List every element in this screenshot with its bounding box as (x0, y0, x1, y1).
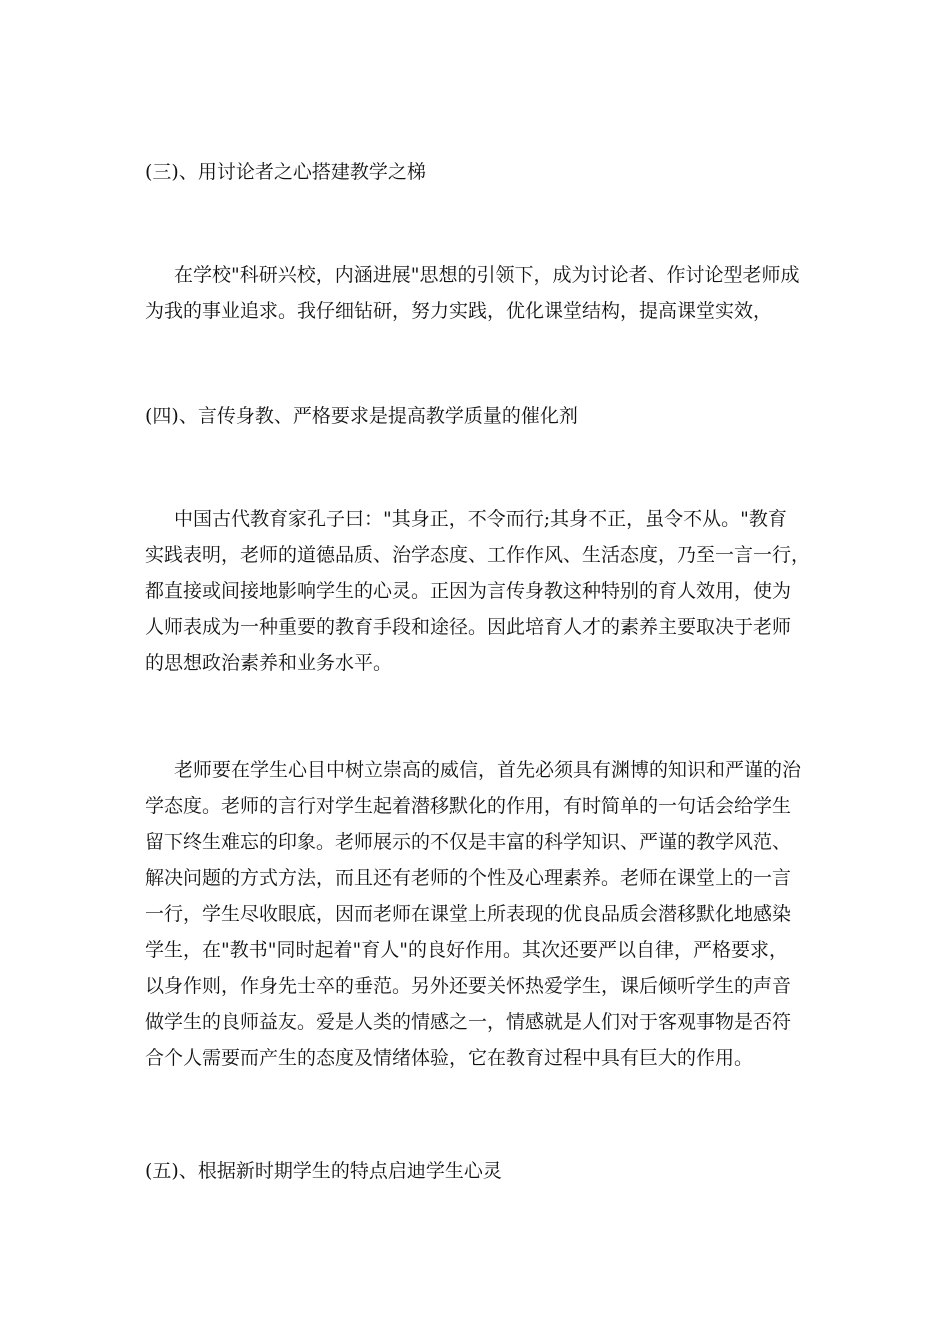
paragraph-line: 的思想政治素养和业务水平。 (145, 652, 393, 674)
paragraph-line: 以身作则，作身先士卒的垂范。另外还要关怀热爱学生，课后倾听学生的声音 (145, 975, 792, 997)
paragraph-line: 学生，在"教书"同时起着"育人"的良好作用。其次还要严以自律，严格要求， (145, 939, 788, 961)
paragraph-line: 都直接或间接地影响学生的心灵。正因为言传身教这种特别的育人效用，使为 (145, 580, 792, 602)
paragraph-line: 做学生的良师益友。爱是人类的情感之一，情感就是人们对于客观事物是否符 (145, 1011, 792, 1033)
paragraph-line: 实践表明，老师的道德品质、治学态度、工作作风、生活态度，乃至一言一行， (145, 544, 811, 566)
paragraph-line: 解决问题的方式方法，而且还有老师的个性及心理素养。老师在课堂上的一言 (145, 867, 792, 889)
paragraph-line: 留下终生难忘的印象。老师展示的不仅是丰富的科学知识、严谨的教学风范、 (145, 831, 792, 853)
paragraph-research-teacher (145, 257, 809, 329)
paragraph-teacher-prestige (145, 752, 809, 1076)
section-heading-4: (四)、言传身教、严格要求是提高教学质量的催化剂 (145, 405, 578, 427)
paragraph-line: 为我的事业追求。我仔细钻研，努力实践，优化课堂结构，提高课堂实效， (145, 300, 773, 322)
section-heading-3: (三)、用讨论者之心搭建教学之梯 (145, 161, 426, 183)
paragraph-line: 在学校"科研兴校，内涵进展"思想的引领下，成为讨论者、作讨论型老师成 (174, 264, 800, 286)
paragraph-line: 一行，学生尽收眼底，因而老师在课堂上所表现的优良品质会潜移默化地感染 (145, 903, 792, 925)
paragraph-confucius (145, 501, 809, 681)
paragraph-line: 中国古代教育家孔子曰："其身正，不令而行;其身不正，虽令不从。"教育 (174, 508, 787, 530)
paragraph-line: 学态度。老师的言行对学生起着潜移默化的作用，有时简单的一句话会给学生 (145, 795, 792, 817)
paragraph-line: 老师要在学生心目中树立崇高的威信，首先必须具有渊博的知识和严谨的治 (174, 759, 802, 781)
paragraph-line: 合个人需要而产生的态度及情绪体验，它在教育过程中具有巨大的作用。 (145, 1047, 754, 1069)
section-heading-5: (五)、根据新时期学生的特点启迪学生心灵 (145, 1160, 502, 1182)
paragraph-line: 人师表成为一种重要的教育手段和途径。因此培育人才的素养主要取决于老师 (145, 616, 792, 638)
